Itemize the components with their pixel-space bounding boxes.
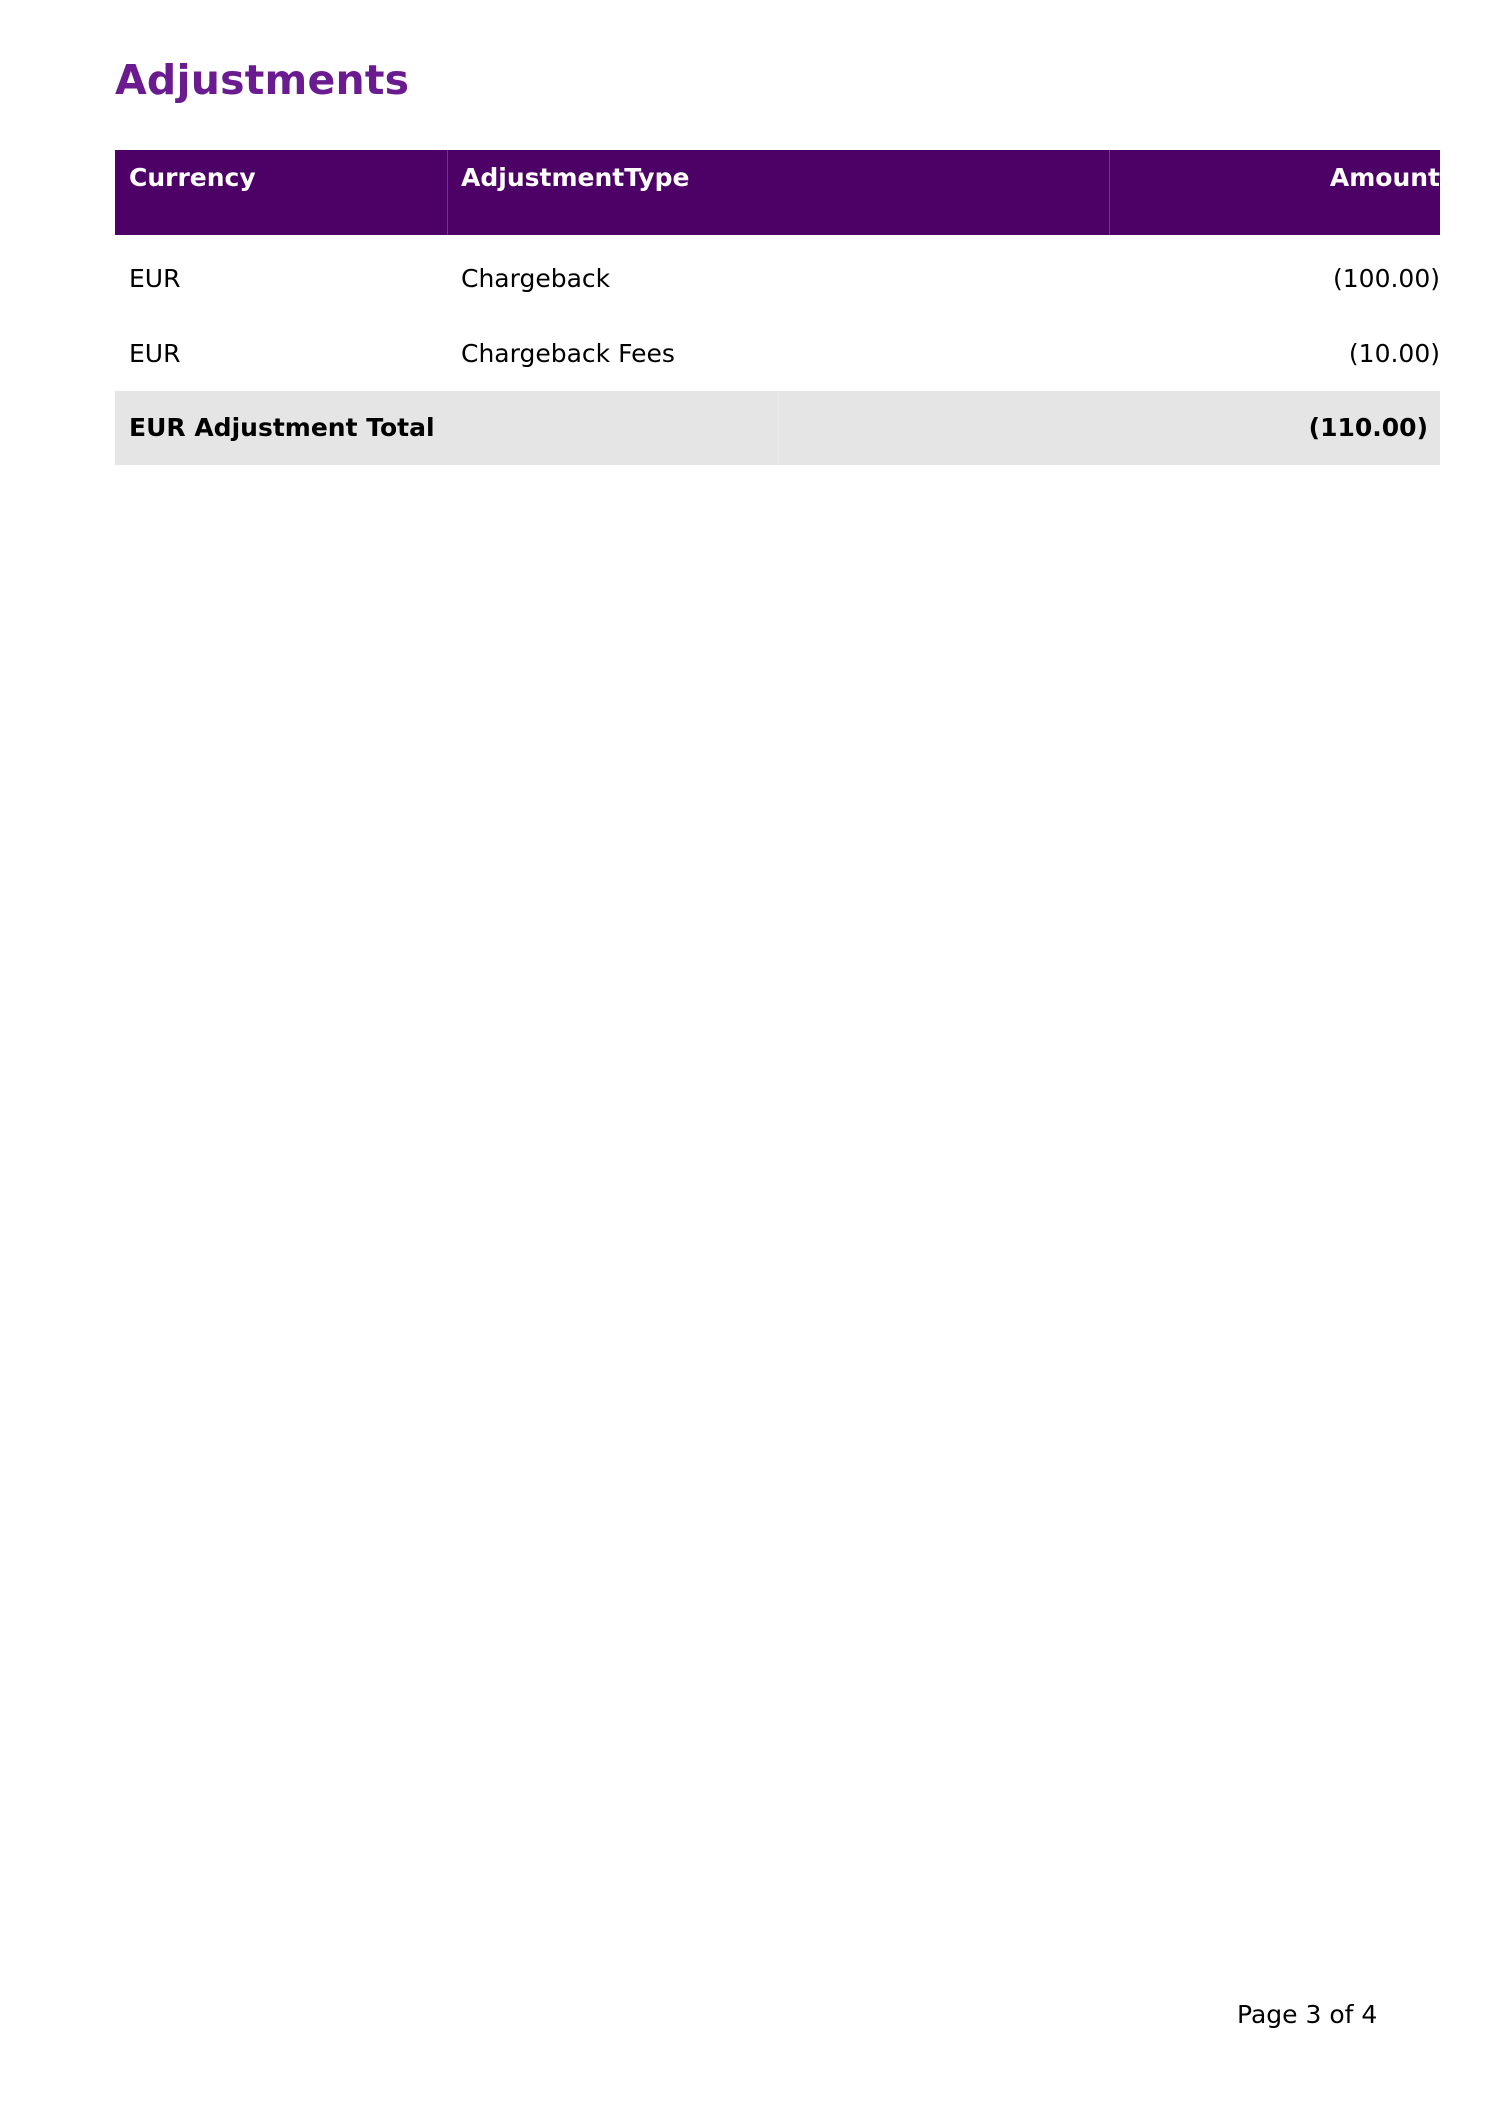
cell-currency: EUR: [129, 264, 181, 293]
column-header-adjustment-type: AdjustmentType: [448, 150, 1110, 235]
table-row: [115, 241, 1440, 316]
total-label: EUR Adjustment Total: [129, 413, 435, 442]
total-value: (110.00): [1308, 413, 1428, 442]
table-header: [115, 150, 1440, 235]
total-row-divider: [778, 391, 779, 465]
page-number: Page 3 of 4: [1237, 2000, 1378, 2029]
cell-amount: (100.00): [1333, 264, 1440, 293]
cell-amount: (10.00): [1348, 339, 1440, 368]
table-row: [115, 316, 1440, 391]
column-header-currency: Currency: [115, 150, 448, 235]
adjustments-table: [115, 150, 1440, 465]
cell-adjustment-type: Chargeback: [461, 264, 611, 293]
total-row: [115, 391, 1440, 465]
page-title: Adjustments: [115, 56, 410, 104]
column-header-amount: Amount: [1329, 163, 1440, 192]
cell-adjustment-type: Chargeback Fees: [461, 339, 675, 368]
cell-currency: EUR: [129, 339, 181, 368]
